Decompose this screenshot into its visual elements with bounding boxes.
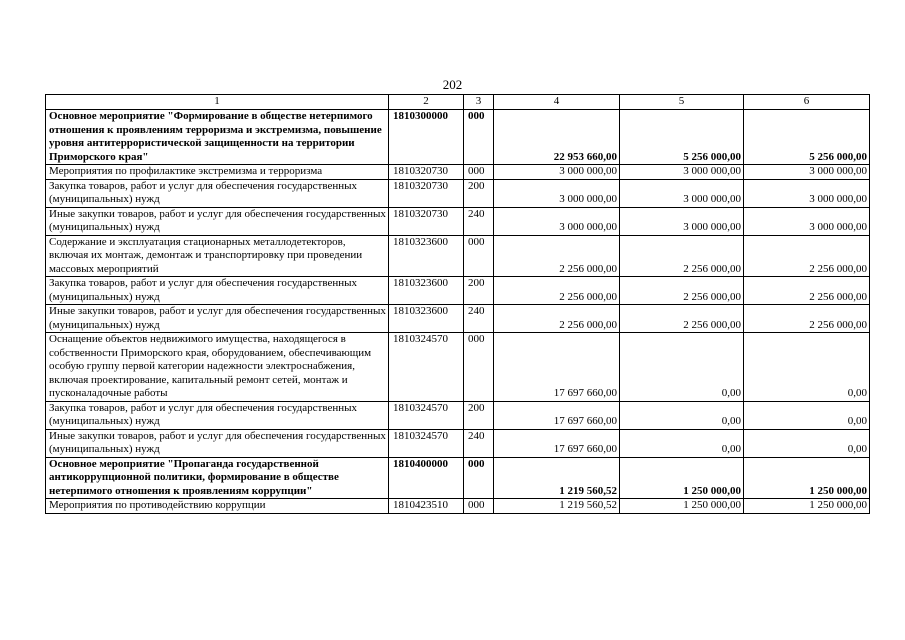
- amount-col6-cell: 2 256 000,00: [744, 235, 870, 277]
- table-row: [46, 235, 870, 277]
- amount-col6-cell: 1 250 000,00: [744, 457, 870, 499]
- target-code-cell: 1810324570: [389, 333, 464, 402]
- amount-col6-cell: 0,00: [744, 401, 870, 429]
- target-code-cell: 1810423510: [389, 499, 464, 514]
- amount-col4-cell: 17 697 660,00: [494, 401, 620, 429]
- target-code-cell: 1810323600: [389, 277, 464, 305]
- table-row: [46, 179, 870, 207]
- amount-col6-cell: 0,00: [744, 333, 870, 402]
- table-row: [46, 110, 870, 165]
- budget-table: [45, 94, 870, 514]
- amount-col4-cell: 3 000 000,00: [494, 165, 620, 180]
- amount-col4-cell: 1 219 560,52: [494, 499, 620, 514]
- amount-col4-cell: 2 256 000,00: [494, 235, 620, 277]
- expense-type-cell: 240: [464, 207, 494, 235]
- table-row: [46, 277, 870, 305]
- expense-type-cell: 240: [464, 305, 494, 333]
- column-header: 2: [389, 95, 464, 110]
- amount-col4-cell: 22 953 660,00: [494, 110, 620, 165]
- target-code-cell: 1810323600: [389, 235, 464, 277]
- amount-col5-cell: 3 000 000,00: [620, 165, 744, 180]
- table-row: [46, 429, 870, 457]
- amount-col5-cell: 2 256 000,00: [620, 235, 744, 277]
- amount-col5-cell: 0,00: [620, 401, 744, 429]
- target-code-cell: 1810400000: [389, 457, 464, 499]
- amount-col4-cell: 3 000 000,00: [494, 179, 620, 207]
- amount-col6-cell: 1 250 000,00: [744, 499, 870, 514]
- table-row: [46, 207, 870, 235]
- target-code-cell: 1810323600: [389, 305, 464, 333]
- amount-col6-cell: 2 256 000,00: [744, 305, 870, 333]
- amount-col6-cell: 5 256 000,00: [744, 110, 870, 165]
- row-name-cell: Основное мероприятие "Формирование в обществе нетерпимого отношения к проявлениям терроризма и экстремизма, повышение уровня антитеррористической защищенности на территории Приморского края": [46, 110, 389, 165]
- table-header-row: [46, 95, 870, 110]
- amount-col5-cell: 5 256 000,00: [620, 110, 744, 165]
- amount-col6-cell: 2 256 000,00: [744, 277, 870, 305]
- amount-col4-cell: 17 697 660,00: [494, 333, 620, 402]
- row-name-cell: Закупка товаров, работ и услуг для обеспечения государственных (муниципальных) нужд: [46, 401, 389, 429]
- column-header: 1: [46, 95, 389, 110]
- table-row: [46, 457, 870, 499]
- row-name-cell: Основное мероприятие "Пропаганда государственной антикоррупционной политики, формирование в обществе нетерпимого отношения к проявлениям коррупции": [46, 457, 389, 499]
- expense-type-cell: 000: [464, 110, 494, 165]
- row-name-cell: Оснащение объектов недвижимого имущества, находящегося в собственности Приморского края, оборудованием, обеспечивающим особую группу первой категории надежности электроснабжения, включая проектирование, капитальный ремонт сетей, монтаж и пусконаладочные работы: [46, 333, 389, 402]
- page-number: 202: [442, 77, 463, 92]
- amount-col6-cell: 3 000 000,00: [744, 179, 870, 207]
- target-code-cell: 1810300000: [389, 110, 464, 165]
- target-code-cell: 1810320730: [389, 165, 464, 180]
- row-name-cell: Иные закупки товаров, работ и услуг для обеспечения государственных (муниципальных) нужд: [46, 429, 389, 457]
- column-header: 5: [620, 95, 744, 110]
- expense-type-cell: 200: [464, 401, 494, 429]
- expense-type-cell: 200: [464, 277, 494, 305]
- expense-type-cell: 000: [464, 165, 494, 180]
- table-row: [46, 305, 870, 333]
- column-header: 6: [744, 95, 870, 110]
- expense-type-cell: 200: [464, 179, 494, 207]
- row-name-cell: Иные закупки товаров, работ и услуг для обеспечения государственных (муниципальных) нужд: [46, 305, 389, 333]
- expense-type-cell: 000: [464, 499, 494, 514]
- target-code-cell: 1810324570: [389, 401, 464, 429]
- target-code-cell: 1810324570: [389, 429, 464, 457]
- amount-col5-cell: 0,00: [620, 333, 744, 402]
- row-name-cell: Мероприятия по противодействию коррупции: [46, 499, 389, 514]
- amount-col5-cell: 0,00: [620, 429, 744, 457]
- expense-type-cell: 000: [464, 457, 494, 499]
- amount-col4-cell: 1 219 560,52: [494, 457, 620, 499]
- amount-col5-cell: 2 256 000,00: [620, 277, 744, 305]
- amount-col5-cell: 3 000 000,00: [620, 207, 744, 235]
- expense-type-cell: 000: [464, 235, 494, 277]
- amount-col4-cell: 17 697 660,00: [494, 429, 620, 457]
- amount-col4-cell: 2 256 000,00: [494, 277, 620, 305]
- target-code-cell: 1810320730: [389, 207, 464, 235]
- row-name-cell: Иные закупки товаров, работ и услуг для обеспечения государственных (муниципальных) нужд: [46, 207, 389, 235]
- table-row: [46, 165, 870, 180]
- amount-col5-cell: 2 256 000,00: [620, 305, 744, 333]
- amount-col5-cell: 1 250 000,00: [620, 499, 744, 514]
- amount-col5-cell: 3 000 000,00: [620, 179, 744, 207]
- amount-col4-cell: 2 256 000,00: [494, 305, 620, 333]
- expense-type-cell: 000: [464, 333, 494, 402]
- row-name-cell: Закупка товаров, работ и услуг для обеспечения государственных (муниципальных) нужд: [46, 277, 389, 305]
- table-row: [46, 499, 870, 514]
- amount-col6-cell: 3 000 000,00: [744, 165, 870, 180]
- table-row: [46, 333, 870, 402]
- amount-col5-cell: 1 250 000,00: [620, 457, 744, 499]
- target-code-cell: 1810320730: [389, 179, 464, 207]
- row-name-cell: Закупка товаров, работ и услуг для обеспечения государственных (муниципальных) нужд: [46, 179, 389, 207]
- row-name-cell: Мероприятия по профилактике экстремизма и терроризма: [46, 165, 389, 180]
- amount-col6-cell: 0,00: [744, 429, 870, 457]
- column-header: 3: [464, 95, 494, 110]
- table-row: [46, 401, 870, 429]
- amount-col4-cell: 3 000 000,00: [494, 207, 620, 235]
- column-header: 4: [494, 95, 620, 110]
- amount-col6-cell: 3 000 000,00: [744, 207, 870, 235]
- row-name-cell: Содержание и эксплуатация стационарных металлодетекторов, включая их монтаж, демонтаж и транспортировку при проведении массовых мероприятий: [46, 235, 389, 277]
- expense-type-cell: 240: [464, 429, 494, 457]
